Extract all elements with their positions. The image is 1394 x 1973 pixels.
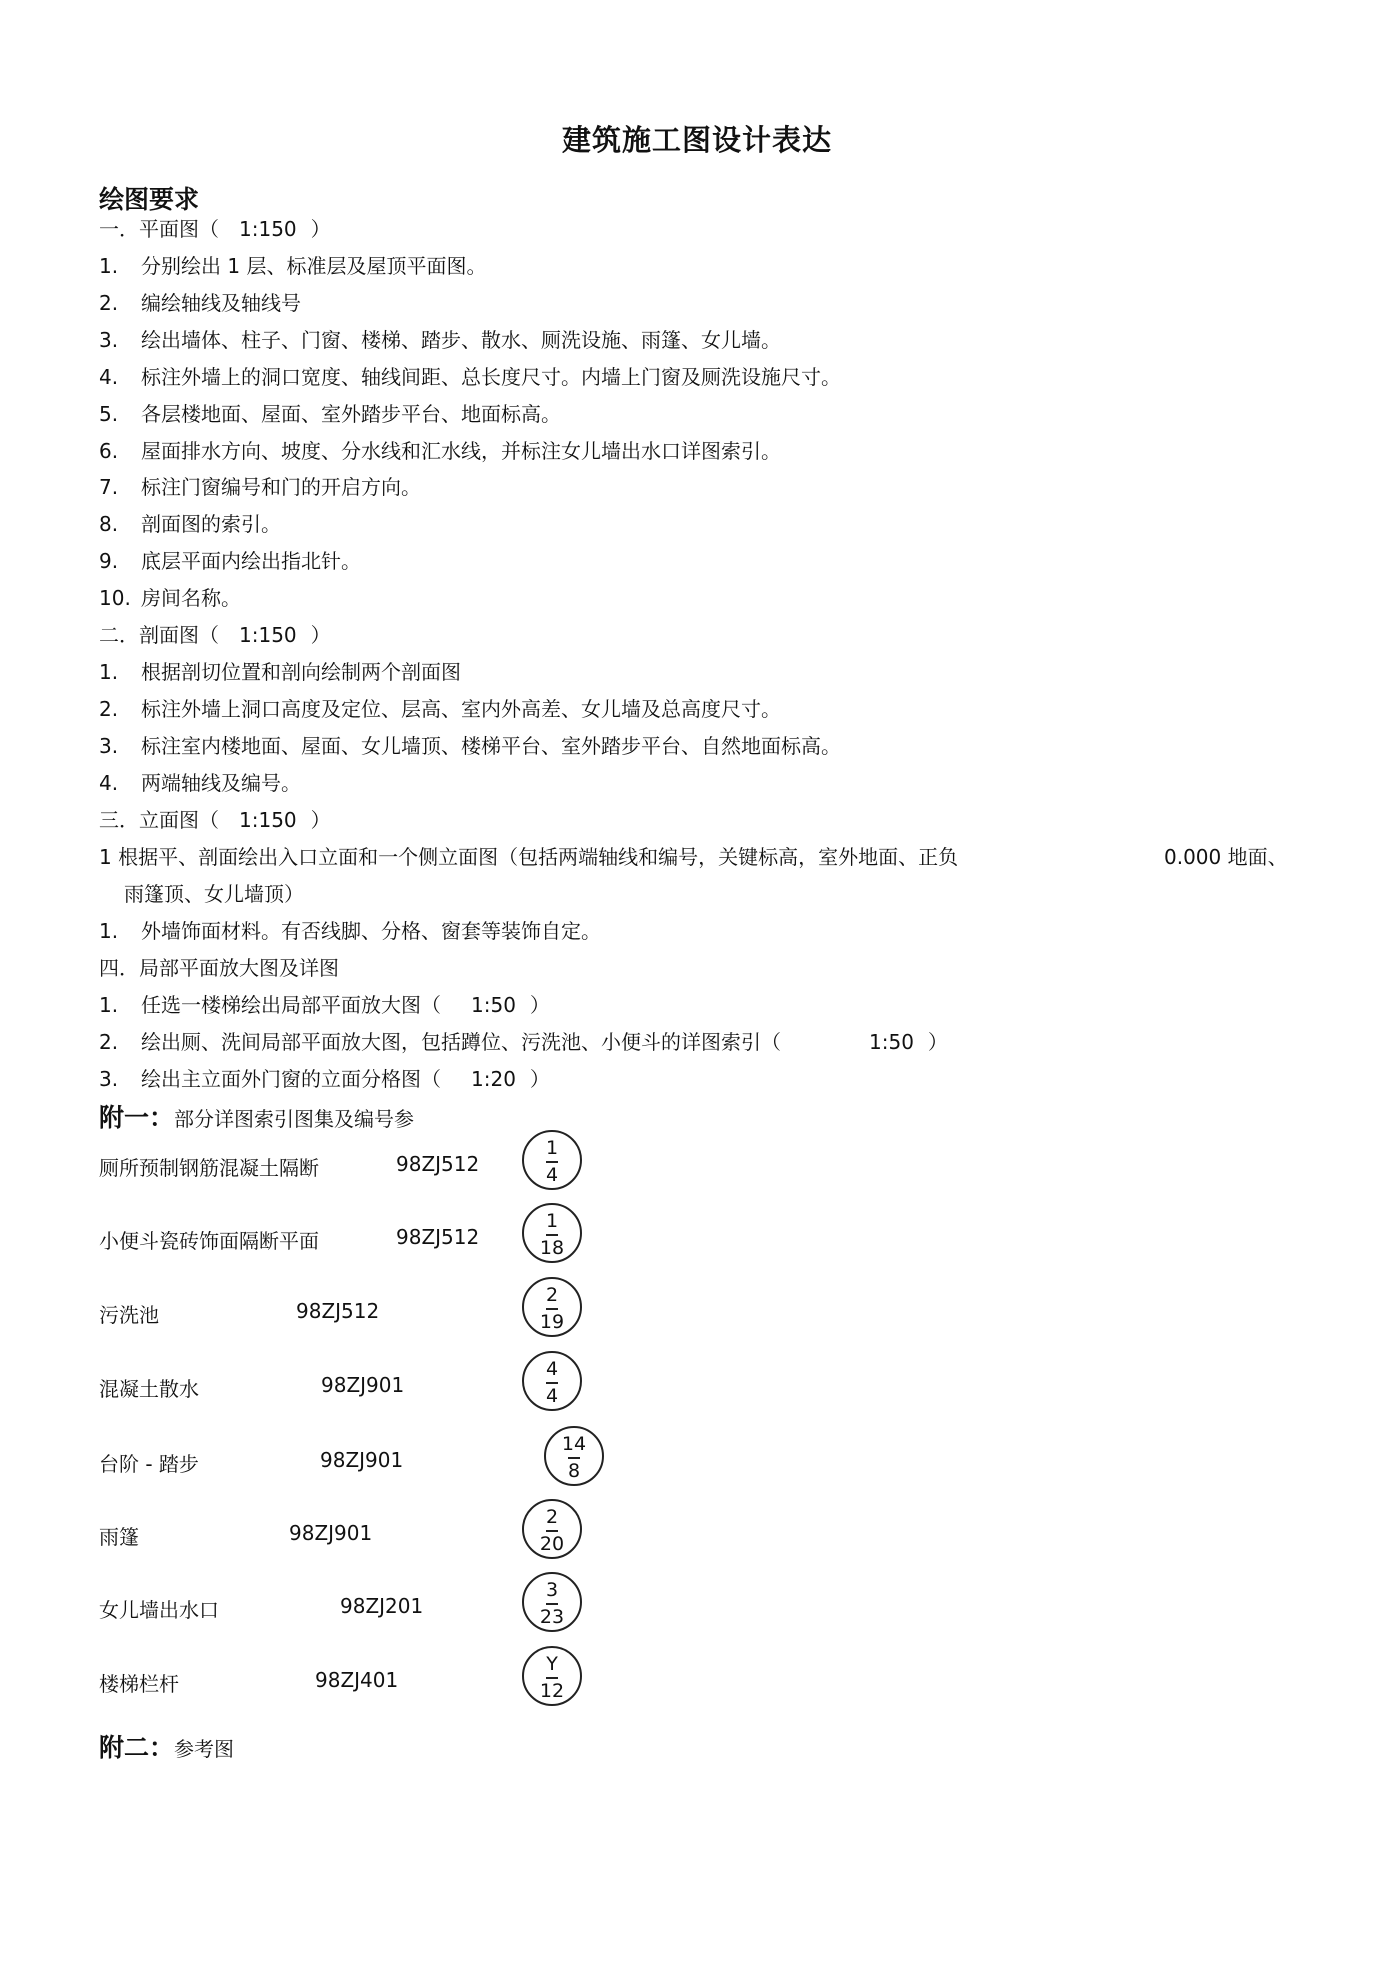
detail-ref-row <box>99 1499 799 1569</box>
sheet-number: 4 <box>545 1385 559 1407</box>
ref-name: 小便斗瓷砖饰面隔断平面 <box>99 1229 319 1253</box>
detail-number: Y <box>546 1653 558 1675</box>
scale-value: 1:150 <box>239 217 297 241</box>
list-item <box>99 992 550 1018</box>
fraction-bar <box>568 1457 580 1459</box>
section-heading-text: 三．立面图（ <box>99 808 219 832</box>
list-item <box>99 918 601 944</box>
scale-value: 1:20 <box>471 1067 516 1091</box>
item-number: 1. <box>99 993 119 1017</box>
appendix-2-heading <box>99 1728 234 1764</box>
detail-number: 4 <box>545 1358 559 1380</box>
detail-ref-row <box>99 1203 799 1273</box>
fraction-bar <box>546 1530 558 1532</box>
fraction-bar <box>546 1382 558 1384</box>
detail-number: 14 <box>561 1433 587 1455</box>
list-item-continuation <box>1164 844 1288 870</box>
ref-code: 98ZJ901 <box>320 1448 404 1472</box>
ref-name: 厕所预制钢筋混凝土隔断 <box>99 1156 319 1180</box>
item-number: 4. <box>99 365 119 389</box>
item-text: 底层平面内绘出指北针。 <box>141 549 361 573</box>
item-number: 4. <box>99 771 119 795</box>
close-paren: ） <box>927 1030 948 1054</box>
item-number: 2. <box>99 697 119 721</box>
list-item <box>99 770 301 796</box>
list-item <box>99 659 461 685</box>
section-3-heading <box>99 807 331 833</box>
list-item <box>99 1066 550 1092</box>
sheet-number: 18 <box>539 1237 565 1259</box>
item-text: 各层楼地面、屋面、室外踏步平台、地面标高。 <box>141 402 561 426</box>
item-text: 外墙饰面材料。有否线脚、分格、窗套等装饰自定。 <box>141 919 601 943</box>
ref-code: 98ZJ901 <box>321 1373 405 1397</box>
sheet-number: 19 <box>539 1311 565 1333</box>
fraction-bar <box>546 1308 558 1310</box>
detail-index-circle-icon <box>522 1277 582 1337</box>
detail-number: 2 <box>545 1284 559 1306</box>
ref-name: 楼梯栏杆 <box>99 1672 179 1696</box>
item-text: 编绘轴线及轴线号 <box>141 291 301 315</box>
item-text: 标注门窗编号和门的开启方向。 <box>141 475 421 499</box>
close-paren: ） <box>310 623 331 647</box>
item-number: 1. <box>99 660 119 684</box>
item-text: 两端轴线及编号。 <box>141 771 301 795</box>
item-number: 3. <box>99 734 119 758</box>
sheet-number: 12 <box>539 1680 565 1702</box>
item-number: 3. <box>99 1067 119 1091</box>
detail-index-circle-icon <box>522 1203 582 1263</box>
appendix-2-label: 附二： <box>99 1733 175 1762</box>
appendix-1-text: 部分详图索引图集及编号参 <box>174 1107 415 1131</box>
appendix-1-heading <box>99 1098 414 1134</box>
item-number: 1. <box>99 254 119 278</box>
list-item <box>99 548 361 574</box>
ref-name: 台阶 - 踏步 <box>99 1452 199 1476</box>
item-text: 0.000 地面、 <box>1164 845 1288 869</box>
ref-name: 雨篷 <box>99 1525 139 1549</box>
page-title: 建筑施工图设计表达 <box>561 123 832 157</box>
detail-ref-row <box>99 1277 799 1347</box>
scale-value: 1:50 <box>869 1030 914 1054</box>
item-text: 绘出墙体、柱子、门窗、楼梯、踏步、散水、厕洗设施、雨篷、女儿墙。 <box>141 328 781 352</box>
item-number: 2. <box>99 291 119 315</box>
item-text: 剖面图的索引。 <box>141 512 281 536</box>
ref-code: 98ZJ901 <box>289 1521 373 1545</box>
requirements-heading: 绘图要求 <box>99 185 200 214</box>
item-text: 标注外墙上洞口高度及定位、层高、室内外高差、女儿墙及总高度尺寸。 <box>141 697 781 721</box>
section-heading-text: 二．剖面图（ <box>99 623 219 647</box>
item-text: 任选一楼梯绘出局部平面放大图（ <box>141 993 441 1017</box>
item-number: 5. <box>99 402 119 426</box>
item-text: 根据剖切位置和剖向绘制两个剖面图 <box>141 660 461 684</box>
section-2-heading <box>99 622 331 648</box>
sheet-number: 8 <box>567 1460 581 1482</box>
ref-code: 98ZJ512 <box>296 1299 380 1323</box>
close-paren: ） <box>529 993 550 1017</box>
item-text: 绘出厕、洗间局部平面放大图，包括蹲位、污洗池、小便斗的详图索引（ <box>141 1030 781 1054</box>
item-text: 雨篷顶、女儿墙顶） <box>124 882 304 906</box>
list-item <box>99 1029 948 1055</box>
list-item <box>99 733 841 759</box>
list-item <box>99 438 781 464</box>
item-text: 屋面排水方向、坡度、分水线和汇水线，并标注女儿墙出水口详图索引。 <box>141 439 781 463</box>
section-heading-text: 四．局部平面放大图及详图 <box>99 956 339 980</box>
detail-index-circle-icon <box>522 1499 582 1559</box>
list-item <box>99 696 781 722</box>
list-item-wrap <box>124 881 304 907</box>
list-item <box>99 401 561 427</box>
item-number: 7. <box>99 475 119 499</box>
section-1-heading <box>99 216 331 242</box>
fraction-bar <box>546 1677 558 1679</box>
fraction-bar <box>546 1234 558 1236</box>
detail-index-circle-icon <box>522 1572 582 1632</box>
item-text: 标注外墙上的洞口宽度、轴线间距、总长度尺寸。内墙上门窗及厕洗设施尺寸。 <box>141 365 841 389</box>
list-item <box>99 844 958 870</box>
item-number: 6. <box>99 439 119 463</box>
item-text: 分别绘出 1 层、标准层及屋顶平面图。 <box>141 254 487 278</box>
appendix-2-text: 参考图 <box>174 1737 235 1761</box>
detail-ref-row <box>99 1572 799 1642</box>
item-number: 2. <box>99 1030 119 1054</box>
detail-ref-row <box>99 1351 799 1421</box>
ref-name: 污洗池 <box>99 1303 159 1327</box>
section-heading-text: 一．平面图（ <box>99 217 219 241</box>
fraction-bar <box>546 1161 558 1163</box>
scale-value: 1:150 <box>239 623 297 647</box>
close-paren: ） <box>310 217 331 241</box>
item-number: 8. <box>99 512 119 536</box>
sheet-number: 23 <box>539 1606 565 1628</box>
ref-code: 98ZJ512 <box>396 1152 480 1176</box>
list-item <box>99 290 301 316</box>
detail-index-circle-icon <box>522 1130 582 1190</box>
list-item <box>99 364 841 390</box>
section-4-heading <box>99 955 339 981</box>
item-text: 绘出主立面外门窗的立面分格图（ <box>141 1067 441 1091</box>
close-paren: ） <box>529 1067 550 1091</box>
item-number: 9. <box>99 549 119 573</box>
appendix-1-label: 附一： <box>99 1103 175 1132</box>
ref-code: 98ZJ201 <box>340 1594 424 1618</box>
ref-code: 98ZJ401 <box>315 1668 399 1692</box>
detail-number: 1 <box>545 1137 559 1159</box>
detail-index-circle-icon <box>544 1426 604 1486</box>
sheet-number: 4 <box>545 1164 559 1186</box>
ref-name: 女儿墙出水口 <box>99 1598 219 1622</box>
item-text: 房间名称。 <box>141 586 241 610</box>
detail-ref-row <box>99 1426 799 1496</box>
detail-number: 2 <box>545 1506 559 1528</box>
sheet-number: 20 <box>539 1533 565 1555</box>
scale-value: 1:150 <box>239 808 297 832</box>
detail-ref-row <box>99 1646 799 1716</box>
list-item <box>99 585 241 611</box>
ref-code: 98ZJ512 <box>396 1225 480 1249</box>
item-number: 3. <box>99 328 119 352</box>
detail-index-circle-icon <box>522 1351 582 1411</box>
ref-name: 混凝土散水 <box>99 1377 199 1401</box>
item-number: 1. <box>99 919 119 943</box>
detail-number: 3 <box>545 1579 559 1601</box>
item-number: 10. <box>99 586 131 610</box>
detail-ref-row <box>99 1130 799 1200</box>
detail-index-circle-icon <box>522 1646 582 1706</box>
item-text: 标注室内楼地面、屋面、女儿墙顶、楼梯平台、室外踏步平台、自然地面标高。 <box>141 734 841 758</box>
list-item <box>99 327 781 353</box>
item-text: 1 根据平、剖面绘出入口立面和一个侧立面图（包括两端轴线和编号，关键标高，室外地面、正负 <box>99 845 959 869</box>
list-item <box>99 474 421 500</box>
list-item <box>99 253 486 279</box>
close-paren: ） <box>310 808 331 832</box>
list-item <box>99 511 281 537</box>
scale-value: 1:50 <box>471 993 516 1017</box>
detail-number: 1 <box>545 1210 559 1232</box>
fraction-bar <box>546 1603 558 1605</box>
